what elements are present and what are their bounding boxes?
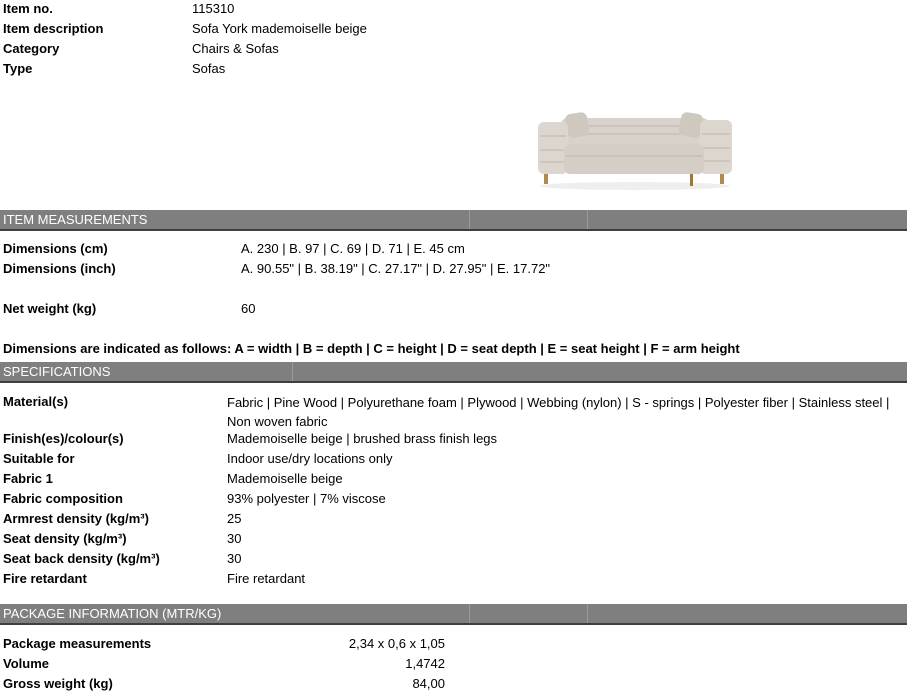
fire-retardant-label: Fire retardant — [3, 571, 87, 586]
suitable-for-label: Suitable for — [3, 451, 75, 466]
armrest-density-label: Armrest density (kg/m³) — [3, 511, 149, 526]
package-measurements-value: 2,34 x 0,6 x 1,05 — [348, 636, 445, 651]
fire-retardant-value: Fire retardant — [227, 571, 306, 586]
fabric-composition-value: 93% polyester | 7% viscose — [227, 491, 386, 506]
type-value: Sofas — [192, 61, 226, 76]
finish-value: Mademoiselle beige | brushed brass finish legs — [227, 431, 498, 446]
dimensions-legend-note: Dimensions are indicated as follows: A = width | B = depth | C = height | D = seat depth | E = seat height | F = arm height — [3, 341, 740, 356]
item-description-label: Item description — [3, 21, 104, 36]
divider — [587, 210, 588, 229]
item-no-label: Item no. — [3, 1, 53, 16]
fabric-composition-label: Fabric composition — [3, 491, 123, 506]
fabric-1-label: Fabric 1 — [3, 471, 53, 486]
net-weight-value: 60 — [241, 301, 256, 316]
seat-density-value: 30 — [227, 531, 242, 546]
dimensions-cm-value: A. 230 | B. 97 | C. 69 | D. 71 | E. 45 cm — [241, 241, 465, 256]
materials-label: Material(s) — [3, 394, 69, 409]
fabric-1-value: Mademoiselle beige — [227, 471, 343, 486]
section-title: SPECIFICATIONS — [3, 364, 111, 379]
volume-label: Volume — [3, 656, 49, 671]
dimensions-inch-label: Dimensions (inch) — [3, 261, 116, 276]
seat-back-density-value: 30 — [227, 551, 242, 566]
divider — [469, 604, 470, 623]
section-title: ITEM MEASUREMENTS — [3, 212, 148, 227]
seat-density-label: Seat density (kg/m³) — [3, 531, 127, 546]
category-label: Category — [3, 41, 60, 56]
item-measurements-section-header — [0, 210, 907, 231]
divider — [292, 362, 293, 381]
sofa-product-image — [530, 100, 740, 198]
item-no-value: 115310 — [192, 1, 235, 16]
materials-value: Fabric | Pine Wood | Polyurethane foam | Plywood | Webbing (nylon) | S - springs | Polyester fiber | Stainless steel | Non woven fabric — [227, 395, 890, 429]
package-information-section-header — [0, 604, 907, 625]
gross-weight-label: Gross weight (kg) — [3, 676, 113, 691]
suitable-for-value: Indoor use/dry locations only — [227, 451, 393, 466]
gross-weight-value: 84,00 — [412, 676, 445, 691]
volume-value: 1,4742 — [405, 656, 445, 671]
seat-back-density-label: Seat back density (kg/m³) — [3, 551, 160, 566]
category-value: Chairs & Sofas — [192, 41, 279, 56]
dimensions-inch-value: A. 90.55" | B. 38.19" | C. 27.17" | D. 27.95" | E. 17.72" — [241, 261, 551, 276]
net-weight-label: Net weight (kg) — [3, 301, 97, 316]
divider — [587, 604, 588, 623]
type-label: Type — [3, 61, 33, 76]
divider — [469, 210, 470, 229]
item-description-value: Sofa York mademoiselle beige — [192, 21, 367, 36]
dimensions-cm-label: Dimensions (cm) — [3, 241, 108, 256]
specifications-section-header — [0, 362, 907, 383]
section-title: PACKAGE INFORMATION (MTR/KG) — [3, 606, 222, 621]
finish-label: Finish(es)/colour(s) — [3, 431, 124, 446]
armrest-density-value: 25 — [227, 511, 242, 526]
package-measurements-label: Package measurements — [3, 636, 152, 651]
